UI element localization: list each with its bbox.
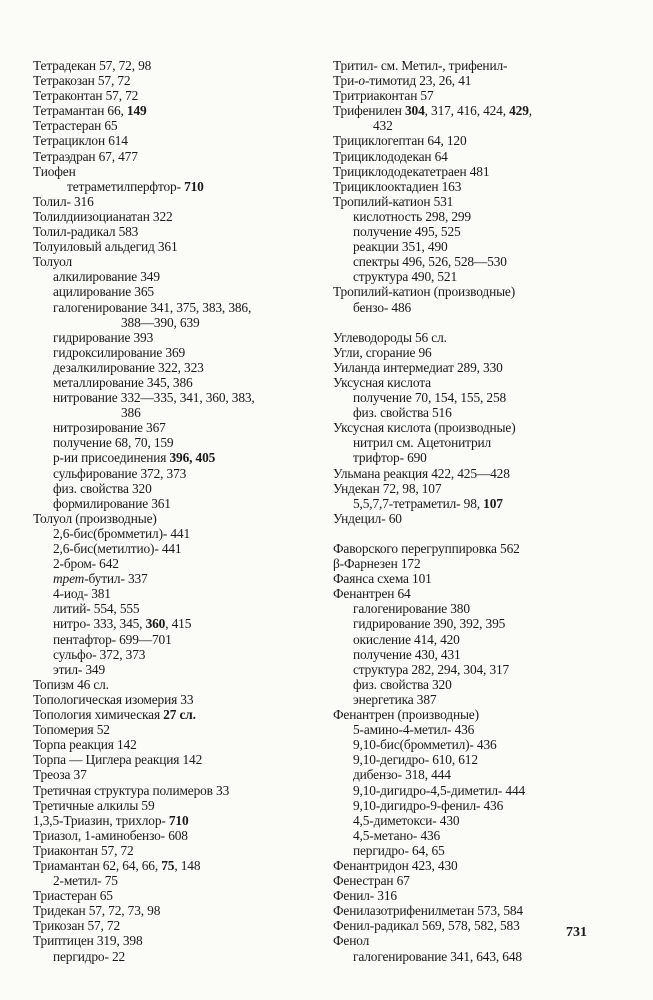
index-text: получение 70, 154, 155, 258 bbox=[353, 390, 507, 406]
index-text: алкилирование 349 bbox=[53, 269, 160, 285]
index-line bbox=[333, 194, 633, 209]
index-text: галогенирование 380 bbox=[353, 601, 470, 617]
index-line bbox=[33, 239, 323, 254]
index-text: Торпа — Циглера реакция 142 bbox=[33, 752, 203, 768]
index-line bbox=[33, 194, 323, 209]
index-line bbox=[33, 873, 323, 888]
index-text: Триаконтан 57, 72 bbox=[33, 842, 134, 858]
index-text: Толуиловый альдегид 361 bbox=[33, 239, 178, 255]
index-text: Фаворского перегруппировка 562 bbox=[333, 541, 520, 556]
index-text: Триамантан 62, 64, 66, bbox=[33, 857, 162, 873]
index-line bbox=[333, 843, 633, 858]
index-line bbox=[333, 858, 633, 873]
index-gap bbox=[333, 526, 633, 541]
index-text: Фенил- 316 bbox=[333, 888, 397, 904]
index-text: Третичные алкилы 59 bbox=[33, 797, 155, 813]
index-line bbox=[333, 179, 633, 194]
index-line bbox=[33, 164, 323, 179]
index-line bbox=[333, 103, 633, 118]
index-line bbox=[33, 300, 323, 315]
index-text: Тиофен bbox=[33, 163, 76, 179]
index-line bbox=[333, 707, 633, 722]
index-line bbox=[333, 481, 633, 496]
index-line bbox=[333, 541, 633, 556]
index-line bbox=[333, 420, 633, 435]
index-line bbox=[33, 632, 323, 647]
index-line bbox=[333, 752, 633, 767]
index-text: дибензо- 318, 444 bbox=[353, 767, 451, 783]
index-text: Тритил- см. Метил-, трифенил- bbox=[333, 58, 508, 73]
index-text: структура 282, 294, 304, 317 bbox=[353, 661, 510, 677]
index-text: 2,6-бис(метилтио)- 441 bbox=[53, 541, 182, 556]
index-line bbox=[33, 420, 323, 435]
index-line bbox=[333, 949, 633, 964]
index-line bbox=[333, 556, 633, 571]
index-line bbox=[33, 73, 323, 88]
index-text: -бутил- 337 bbox=[84, 571, 148, 587]
index-text: Тетрациклон 614 bbox=[33, 133, 128, 149]
index-text: этил- 349 bbox=[53, 661, 105, 677]
index-text: физ. свойства 516 bbox=[353, 405, 452, 421]
index-text: Ундецил- 60 bbox=[333, 510, 402, 526]
index-text: гидроксилирование 369 bbox=[53, 344, 186, 360]
index-text: реакции 351, 490 bbox=[353, 239, 448, 255]
index-line bbox=[333, 586, 633, 601]
index-text: литий- 554, 555 bbox=[53, 601, 140, 617]
index-text: Фенантрен 64 bbox=[333, 586, 411, 602]
index-text: Трициклододекатетраен 481 bbox=[333, 163, 490, 179]
index-text: тетраметилперфтор- bbox=[67, 178, 185, 194]
index-text: получение 495, 525 bbox=[353, 224, 461, 240]
index-text: Уиланда интермедиат 289, 330 bbox=[333, 359, 503, 375]
index-text: дезалкилирование 322, 323 bbox=[53, 359, 204, 375]
index-text: 4-иод- 381 bbox=[53, 586, 111, 602]
index-text: Фенилазотрифенилметан 573, 584 bbox=[333, 903, 523, 919]
index-line bbox=[33, 541, 323, 556]
index-line bbox=[333, 88, 633, 103]
index-line bbox=[33, 118, 323, 133]
index-text: ацилирование 365 bbox=[53, 284, 154, 300]
index-text: трифтор- 690 bbox=[353, 450, 427, 466]
index-text: Триастеран 65 bbox=[33, 888, 113, 904]
index-line bbox=[33, 284, 323, 299]
index-text: гидрирование 393 bbox=[53, 329, 154, 345]
index-text: Торпа реакция 142 bbox=[33, 737, 137, 753]
index-text: 107 bbox=[483, 495, 503, 511]
index-text: 9,10-дегидро- 610, 612 bbox=[353, 752, 478, 768]
index-text: Топологическая изомерия 33 bbox=[33, 691, 194, 707]
index-text: Трициклододекан 64 bbox=[333, 148, 448, 164]
index-text: 149 bbox=[126, 103, 147, 119]
index-text: Ундекан 72, 98, 107 bbox=[333, 480, 442, 496]
index-text: 4,5-метано- 436 bbox=[353, 827, 441, 843]
index-line bbox=[33, 662, 323, 677]
index-line bbox=[333, 73, 633, 88]
index-line bbox=[333, 903, 633, 918]
index-line bbox=[333, 435, 633, 450]
index-text: пергидро- 64, 65 bbox=[353, 842, 445, 858]
index-text: Триптицен 319, 398 bbox=[33, 933, 143, 949]
index-line bbox=[33, 722, 323, 737]
index-text: Толуол bbox=[33, 254, 73, 270]
index-text: Топология химическая bbox=[33, 707, 164, 723]
index-text: р-ии присоединения bbox=[53, 450, 170, 466]
index-line bbox=[333, 616, 633, 631]
index-text: Фаянса схема 101 bbox=[333, 571, 432, 587]
index-text: 386 bbox=[121, 405, 141, 421]
index-text: Уксусная кислота (производные) bbox=[333, 420, 516, 436]
index-text: кислотность 298, 299 bbox=[353, 208, 471, 224]
index-text: Трикозан 57, 72 bbox=[33, 918, 121, 934]
index-line bbox=[33, 601, 323, 616]
index-text: нитрил см. Ацетонитрил bbox=[353, 435, 492, 451]
index-text: 429 bbox=[509, 103, 529, 119]
index-line bbox=[333, 933, 633, 948]
index-text: , 148 bbox=[174, 857, 201, 873]
index-line bbox=[33, 450, 323, 465]
index-text: нитро- 333, 345, bbox=[53, 616, 146, 632]
index-text: 9,10-бис(бромметил)- 436 bbox=[353, 737, 497, 753]
index-line bbox=[33, 918, 323, 933]
index-text: 5-амино-4-метил- 436 bbox=[353, 722, 475, 738]
index-line bbox=[33, 571, 323, 586]
index-text: , 317, 416, 424, bbox=[424, 103, 510, 119]
index-text: окисление 414, 420 bbox=[353, 631, 460, 647]
index-line bbox=[333, 692, 633, 707]
index-text: Фенестран 67 bbox=[333, 873, 410, 889]
index-line bbox=[333, 390, 633, 405]
index-text: 304 bbox=[404, 103, 425, 119]
index-line bbox=[33, 813, 323, 828]
index-text: Третичная структура полимеров 33 bbox=[33, 782, 230, 798]
index-text: 388—390, 639 bbox=[121, 314, 200, 330]
index-line bbox=[333, 767, 633, 782]
index-text: Фенил-радикал 569, 578, 582, 583 bbox=[333, 918, 520, 934]
index-text: 2,6-бис(бромметил)- 441 bbox=[53, 525, 191, 541]
index-line bbox=[33, 360, 323, 375]
index-line bbox=[33, 345, 323, 360]
index-line bbox=[333, 209, 633, 224]
index-text: Тропилий-катион (производные) bbox=[333, 284, 516, 300]
index-text: 396, 405 bbox=[169, 450, 216, 466]
index-line bbox=[333, 601, 633, 616]
index-text: формилирование 361 bbox=[53, 495, 171, 511]
index-line bbox=[33, 390, 323, 405]
index-line bbox=[333, 405, 633, 420]
index-text: галогенирование 341, 643, 648 bbox=[353, 948, 522, 964]
index-line bbox=[33, 375, 323, 390]
index-line bbox=[33, 707, 323, 722]
index-text: Тетрадекан 57, 72, 98 bbox=[33, 58, 152, 73]
index-line bbox=[33, 692, 323, 707]
index-text: нитрозирование 367 bbox=[53, 420, 166, 436]
index-line bbox=[33, 586, 323, 601]
index-text: получение 430, 431 bbox=[353, 646, 461, 662]
index-text: Тридекан 57, 72, 73, 98 bbox=[33, 903, 161, 919]
index-text: 2-бром- 642 bbox=[53, 556, 119, 572]
index-line bbox=[33, 798, 323, 813]
index-line bbox=[333, 149, 633, 164]
index-line bbox=[33, 133, 323, 148]
index-line bbox=[333, 269, 633, 284]
index-text: спектры 496, 526, 528—530 bbox=[353, 254, 507, 270]
index-line bbox=[33, 843, 323, 858]
index-line bbox=[33, 481, 323, 496]
index-text: Фенантрен (производные) bbox=[333, 707, 479, 723]
index-line bbox=[333, 662, 633, 677]
index-line bbox=[33, 466, 323, 481]
index-line bbox=[33, 737, 323, 752]
index-line bbox=[33, 149, 323, 164]
page-number: 731 bbox=[566, 925, 587, 940]
index-text: физ. свойства 320 bbox=[53, 480, 152, 496]
index-text: 75 bbox=[161, 857, 175, 873]
index-line bbox=[33, 616, 323, 631]
index-line bbox=[333, 466, 633, 481]
index-line bbox=[33, 933, 323, 948]
index-text: 27 сл. bbox=[163, 707, 196, 723]
index-line bbox=[333, 511, 633, 526]
index-line bbox=[333, 224, 633, 239]
index-line bbox=[33, 269, 323, 284]
index-line bbox=[333, 813, 633, 828]
index-line bbox=[333, 918, 633, 933]
index-line bbox=[33, 858, 323, 873]
index-line bbox=[33, 315, 323, 330]
index-text: энергетика 387 bbox=[353, 691, 437, 707]
index-line bbox=[33, 752, 323, 767]
index-text: бензо- 486 bbox=[353, 299, 412, 315]
index-text: 710 bbox=[168, 812, 189, 828]
index-line bbox=[333, 450, 633, 465]
index-line bbox=[333, 345, 633, 360]
index-line bbox=[333, 254, 633, 269]
index-line bbox=[333, 118, 633, 133]
index-text: , bbox=[528, 103, 532, 119]
index-text: Толилдиизоцианатан 322 bbox=[33, 208, 173, 224]
index-line bbox=[333, 798, 633, 813]
index-line bbox=[33, 511, 323, 526]
index-text: структура 490, 521 bbox=[353, 269, 458, 285]
index-text: , 415 bbox=[165, 616, 192, 632]
index-line bbox=[333, 571, 633, 586]
index-text: металлирование 345, 386 bbox=[53, 374, 193, 390]
index-text: Тетраэдран 67, 477 bbox=[33, 148, 138, 164]
index-line bbox=[33, 526, 323, 541]
index-text: Тетрастеран 65 bbox=[33, 118, 118, 134]
index-line bbox=[333, 496, 633, 511]
index-column-right bbox=[333, 58, 633, 964]
index-text: физ. свойства 320 bbox=[353, 676, 452, 692]
index-line bbox=[33, 496, 323, 511]
index-line bbox=[33, 888, 323, 903]
index-text: сульфо- 372, 373 bbox=[53, 646, 146, 662]
index-text: пентафтор- 699—701 bbox=[53, 631, 172, 647]
index-line bbox=[333, 164, 633, 179]
index-text: Фенол bbox=[333, 933, 370, 949]
index-line bbox=[33, 828, 323, 843]
index-text: Угли, сгорание 96 bbox=[333, 344, 432, 360]
index-text: 360 bbox=[145, 616, 166, 632]
index-line bbox=[333, 360, 633, 375]
index-text: 2-метил- 75 bbox=[53, 873, 118, 889]
index-line bbox=[33, 330, 323, 345]
index-line bbox=[33, 224, 323, 239]
index-text: нитрование 332—335, 341, 360, 383, bbox=[53, 390, 255, 406]
index-text: о bbox=[358, 73, 365, 89]
index-text: 710 bbox=[184, 178, 204, 194]
index-text: Тетраконтан 57, 72 bbox=[33, 88, 139, 104]
index-text: Топизм 46 сл. bbox=[33, 676, 109, 692]
index-line bbox=[33, 949, 323, 964]
index-line bbox=[333, 737, 633, 752]
index-line bbox=[33, 556, 323, 571]
index-line bbox=[333, 330, 633, 345]
index-text: сульфирование 372, 373 bbox=[53, 465, 187, 481]
index-line bbox=[333, 722, 633, 737]
index-text: Толил- 316 bbox=[33, 193, 94, 209]
index-line bbox=[333, 300, 633, 315]
index-line bbox=[33, 903, 323, 918]
index-text: 4,5-диметокси- 430 bbox=[353, 812, 460, 828]
index-text: Тритриаконтан 57 bbox=[333, 88, 434, 104]
index-line bbox=[33, 88, 323, 103]
index-line bbox=[333, 647, 633, 662]
index-text: гидрирование 390, 392, 395 bbox=[353, 616, 506, 632]
index-text: Трифенилен bbox=[333, 103, 405, 119]
index-line bbox=[33, 677, 323, 692]
index-text: 9,10-дигидро-4,5-диметил- 444 bbox=[353, 782, 526, 798]
index-line bbox=[33, 783, 323, 798]
index-text: пергидро- 22 bbox=[53, 948, 126, 964]
index-line bbox=[333, 632, 633, 647]
index-text: 5,5,7,7-тетраметил- 98, bbox=[353, 495, 484, 511]
index-line bbox=[33, 254, 323, 269]
index-text: Топомерия 52 bbox=[33, 722, 110, 738]
index-line bbox=[33, 405, 323, 420]
index-line bbox=[33, 209, 323, 224]
index-text: трет bbox=[53, 571, 85, 587]
index-text: β-Фарнезен 172 bbox=[333, 556, 421, 572]
index-line bbox=[333, 828, 633, 843]
index-text: 9,10-дигидро-9-фенил- 436 bbox=[353, 797, 504, 813]
index-text: Триазол, 1-аминобензо- 608 bbox=[33, 827, 188, 843]
index-text: галогенирование 341, 375, 383, 386, bbox=[53, 299, 252, 315]
index-line bbox=[333, 133, 633, 148]
index-line bbox=[33, 435, 323, 450]
index-text: 1,3,5-Триазин, трихлор- bbox=[33, 812, 169, 828]
index-line bbox=[333, 58, 633, 73]
index-text: Тропилий-катион 531 bbox=[333, 193, 454, 209]
index-text: Три- bbox=[333, 73, 359, 89]
index-text: Трициклооктадиен 163 bbox=[333, 178, 462, 194]
index-line bbox=[33, 179, 323, 194]
index-line bbox=[333, 239, 633, 254]
index-line bbox=[333, 375, 633, 390]
index-text: Углеводороды 56 сл. bbox=[333, 329, 447, 345]
index-column-left bbox=[33, 58, 323, 964]
index-line bbox=[333, 284, 633, 299]
index-text: Фенантридон 423, 430 bbox=[333, 857, 458, 873]
index-line bbox=[333, 873, 633, 888]
index-text: Толуол (производные) bbox=[33, 510, 157, 526]
index-line bbox=[333, 677, 633, 692]
index-line bbox=[33, 647, 323, 662]
index-line bbox=[33, 103, 323, 118]
index-text: 432 bbox=[373, 118, 393, 134]
index-text: Толил-радикал 583 bbox=[33, 224, 139, 240]
index-text: Треоза 37 bbox=[33, 767, 87, 783]
index-text: Тетрамантан 66, bbox=[33, 103, 127, 119]
index-line bbox=[333, 783, 633, 798]
index-line bbox=[33, 767, 323, 782]
index-gap bbox=[333, 315, 633, 330]
index-text: Ульмана реакция 422, 425—428 bbox=[333, 465, 510, 481]
index-text: Трициклогептан 64, 120 bbox=[333, 133, 467, 149]
index-line bbox=[333, 888, 633, 903]
index-text: Уксусная кислота bbox=[333, 374, 431, 390]
index-line bbox=[33, 58, 323, 73]
index-text: получение 68, 70, 159 bbox=[53, 435, 174, 451]
index-text: -тимотид 23, 26, 41 bbox=[364, 73, 472, 89]
index-text: Тетракозан 57, 72 bbox=[33, 73, 131, 89]
